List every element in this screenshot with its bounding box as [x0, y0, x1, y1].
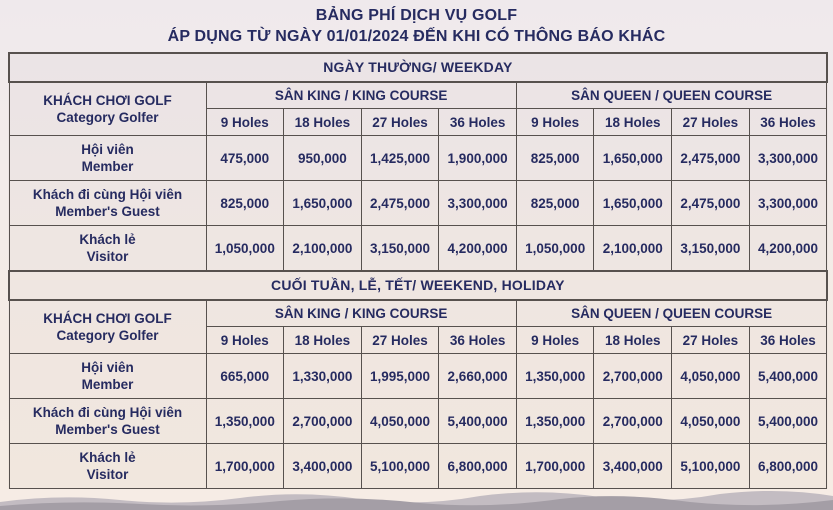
row-label-line2: Member's Guest [55, 422, 160, 437]
hole-header: 9 Holes [516, 109, 594, 136]
table-row [9, 136, 827, 181]
price-cell: 825,000 [206, 181, 284, 226]
row-label-line2: Member [81, 377, 134, 392]
row-label [9, 226, 206, 272]
price-cell: 475,000 [206, 136, 284, 181]
price-cell: 2,700,000 [284, 399, 362, 444]
price-cell: 1,650,000 [284, 181, 362, 226]
row-label-line2: Visitor [86, 467, 129, 482]
course-header-king: SÂN KING / KING COURSE [206, 82, 516, 109]
hole-header: 36 Holes [749, 327, 827, 354]
price-cell: 5,100,000 [672, 444, 750, 489]
hole-header: 27 Holes [672, 327, 750, 354]
row-label [9, 354, 206, 399]
row-label-line1: Khách đi cùng Hội viên [32, 187, 183, 202]
row-label-line2: Member [81, 159, 134, 174]
price-cell: 950,000 [284, 136, 362, 181]
price-cell: 2,700,000 [594, 354, 672, 399]
price-cell: 4,050,000 [361, 399, 439, 444]
row-label-line2: Visitor [86, 249, 129, 264]
price-cell: 1,350,000 [516, 399, 594, 444]
hole-header: 27 Holes [361, 327, 439, 354]
category-header-line1: KHÁCH CHƠI GOLF [43, 311, 172, 326]
table-row [9, 226, 827, 272]
price-cell: 5,400,000 [749, 354, 827, 399]
hole-header: 27 Holes [361, 109, 439, 136]
row-label-line1: Hội viên [81, 142, 134, 157]
price-cell: 2,475,000 [672, 181, 750, 226]
course-header-queen: SÂN QUEEN / QUEEN COURSE [516, 300, 826, 327]
price-cell: 6,800,000 [749, 444, 827, 489]
price-cell: 3,400,000 [284, 444, 362, 489]
price-cell: 3,300,000 [749, 181, 827, 226]
row-label-line1: Khách lẻ [79, 232, 136, 247]
price-cell: 825,000 [516, 136, 594, 181]
price-cell: 2,475,000 [672, 136, 750, 181]
price-cell: 2,660,000 [439, 354, 517, 399]
hole-header: 9 Holes [206, 327, 284, 354]
row-label-line1: Khách lẻ [79, 450, 136, 465]
hole-header: 36 Holes [749, 109, 827, 136]
price-cell: 4,050,000 [672, 354, 750, 399]
price-cell: 2,100,000 [594, 226, 672, 272]
price-cell: 1,050,000 [206, 226, 284, 272]
price-cell: 3,150,000 [361, 226, 439, 272]
page-title: BẢNG PHÍ DỊCH VỤ GOLF [315, 7, 518, 24]
page-title-block [0, 0, 833, 48]
table-row [9, 399, 827, 444]
hole-header: 18 Holes [284, 327, 362, 354]
price-cell: 4,200,000 [749, 226, 827, 272]
category-header-line2: Category Golfer [56, 110, 159, 125]
price-cell: 1,050,000 [516, 226, 594, 272]
price-cell: 6,800,000 [439, 444, 517, 489]
price-cell: 1,700,000 [206, 444, 284, 489]
table-row [9, 444, 827, 489]
hole-header: 27 Holes [672, 109, 750, 136]
price-cell: 1,995,000 [361, 354, 439, 399]
price-cell: 1,350,000 [516, 354, 594, 399]
price-cell: 2,700,000 [594, 399, 672, 444]
table-row [9, 354, 827, 399]
price-cell: 3,400,000 [594, 444, 672, 489]
price-cell: 2,100,000 [284, 226, 362, 272]
hole-header: 18 Holes [284, 109, 362, 136]
category-header-line2: Category Golfer [56, 328, 159, 343]
category-header-cell [9, 300, 206, 354]
price-cell: 5,400,000 [749, 399, 827, 444]
section-banner-weekday: NGÀY THƯỜNG/ WEEKDAY [9, 53, 827, 82]
hole-header: 9 Holes [206, 109, 284, 136]
price-cell: 4,200,000 [439, 226, 517, 272]
section-banner-weekend: CUỐI TUẦN, LỄ, TẾT/ WEEKEND, HOLIDAY [9, 271, 827, 300]
price-cell: 3,150,000 [672, 226, 750, 272]
hole-header: 36 Holes [439, 327, 517, 354]
price-cell: 1,650,000 [594, 136, 672, 181]
course-header-queen: SÂN QUEEN / QUEEN COURSE [516, 82, 826, 109]
price-cell: 2,475,000 [361, 181, 439, 226]
row-label-line1: Khách đi cùng Hội viên [32, 405, 183, 420]
row-label-line1: Hội viên [81, 360, 134, 375]
course-header-king: SÂN KING / KING COURSE [206, 300, 516, 327]
price-cell: 665,000 [206, 354, 284, 399]
hole-header: 18 Holes [594, 327, 672, 354]
price-cell: 5,400,000 [439, 399, 517, 444]
row-label [9, 136, 206, 181]
row-label-line2: Member's Guest [55, 204, 160, 219]
hole-header: 36 Holes [439, 109, 517, 136]
hole-header: 9 Holes [516, 327, 594, 354]
price-cell: 1,700,000 [516, 444, 594, 489]
price-cell: 825,000 [516, 181, 594, 226]
row-label [9, 444, 206, 489]
price-cell: 4,050,000 [672, 399, 750, 444]
price-cell: 1,650,000 [594, 181, 672, 226]
page-subtitle: ÁP DỤNG TỪ NGÀY 01/01/2024 ĐẾN KHI CÓ THÔNG BÁO KHÁC [167, 28, 666, 45]
hole-header: 18 Holes [594, 109, 672, 136]
category-header-line1: KHÁCH CHƠI GOLF [43, 93, 172, 108]
price-cell: 5,100,000 [361, 444, 439, 489]
row-label [9, 181, 206, 226]
price-cell: 1,900,000 [439, 136, 517, 181]
golf-fee-table [8, 52, 828, 489]
price-cell: 3,300,000 [439, 181, 517, 226]
category-header-cell [9, 82, 206, 136]
price-cell: 1,330,000 [284, 354, 362, 399]
price-cell: 1,350,000 [206, 399, 284, 444]
table-row [9, 181, 827, 226]
price-cell: 1,425,000 [361, 136, 439, 181]
row-label [9, 399, 206, 444]
price-cell: 3,300,000 [749, 136, 827, 181]
